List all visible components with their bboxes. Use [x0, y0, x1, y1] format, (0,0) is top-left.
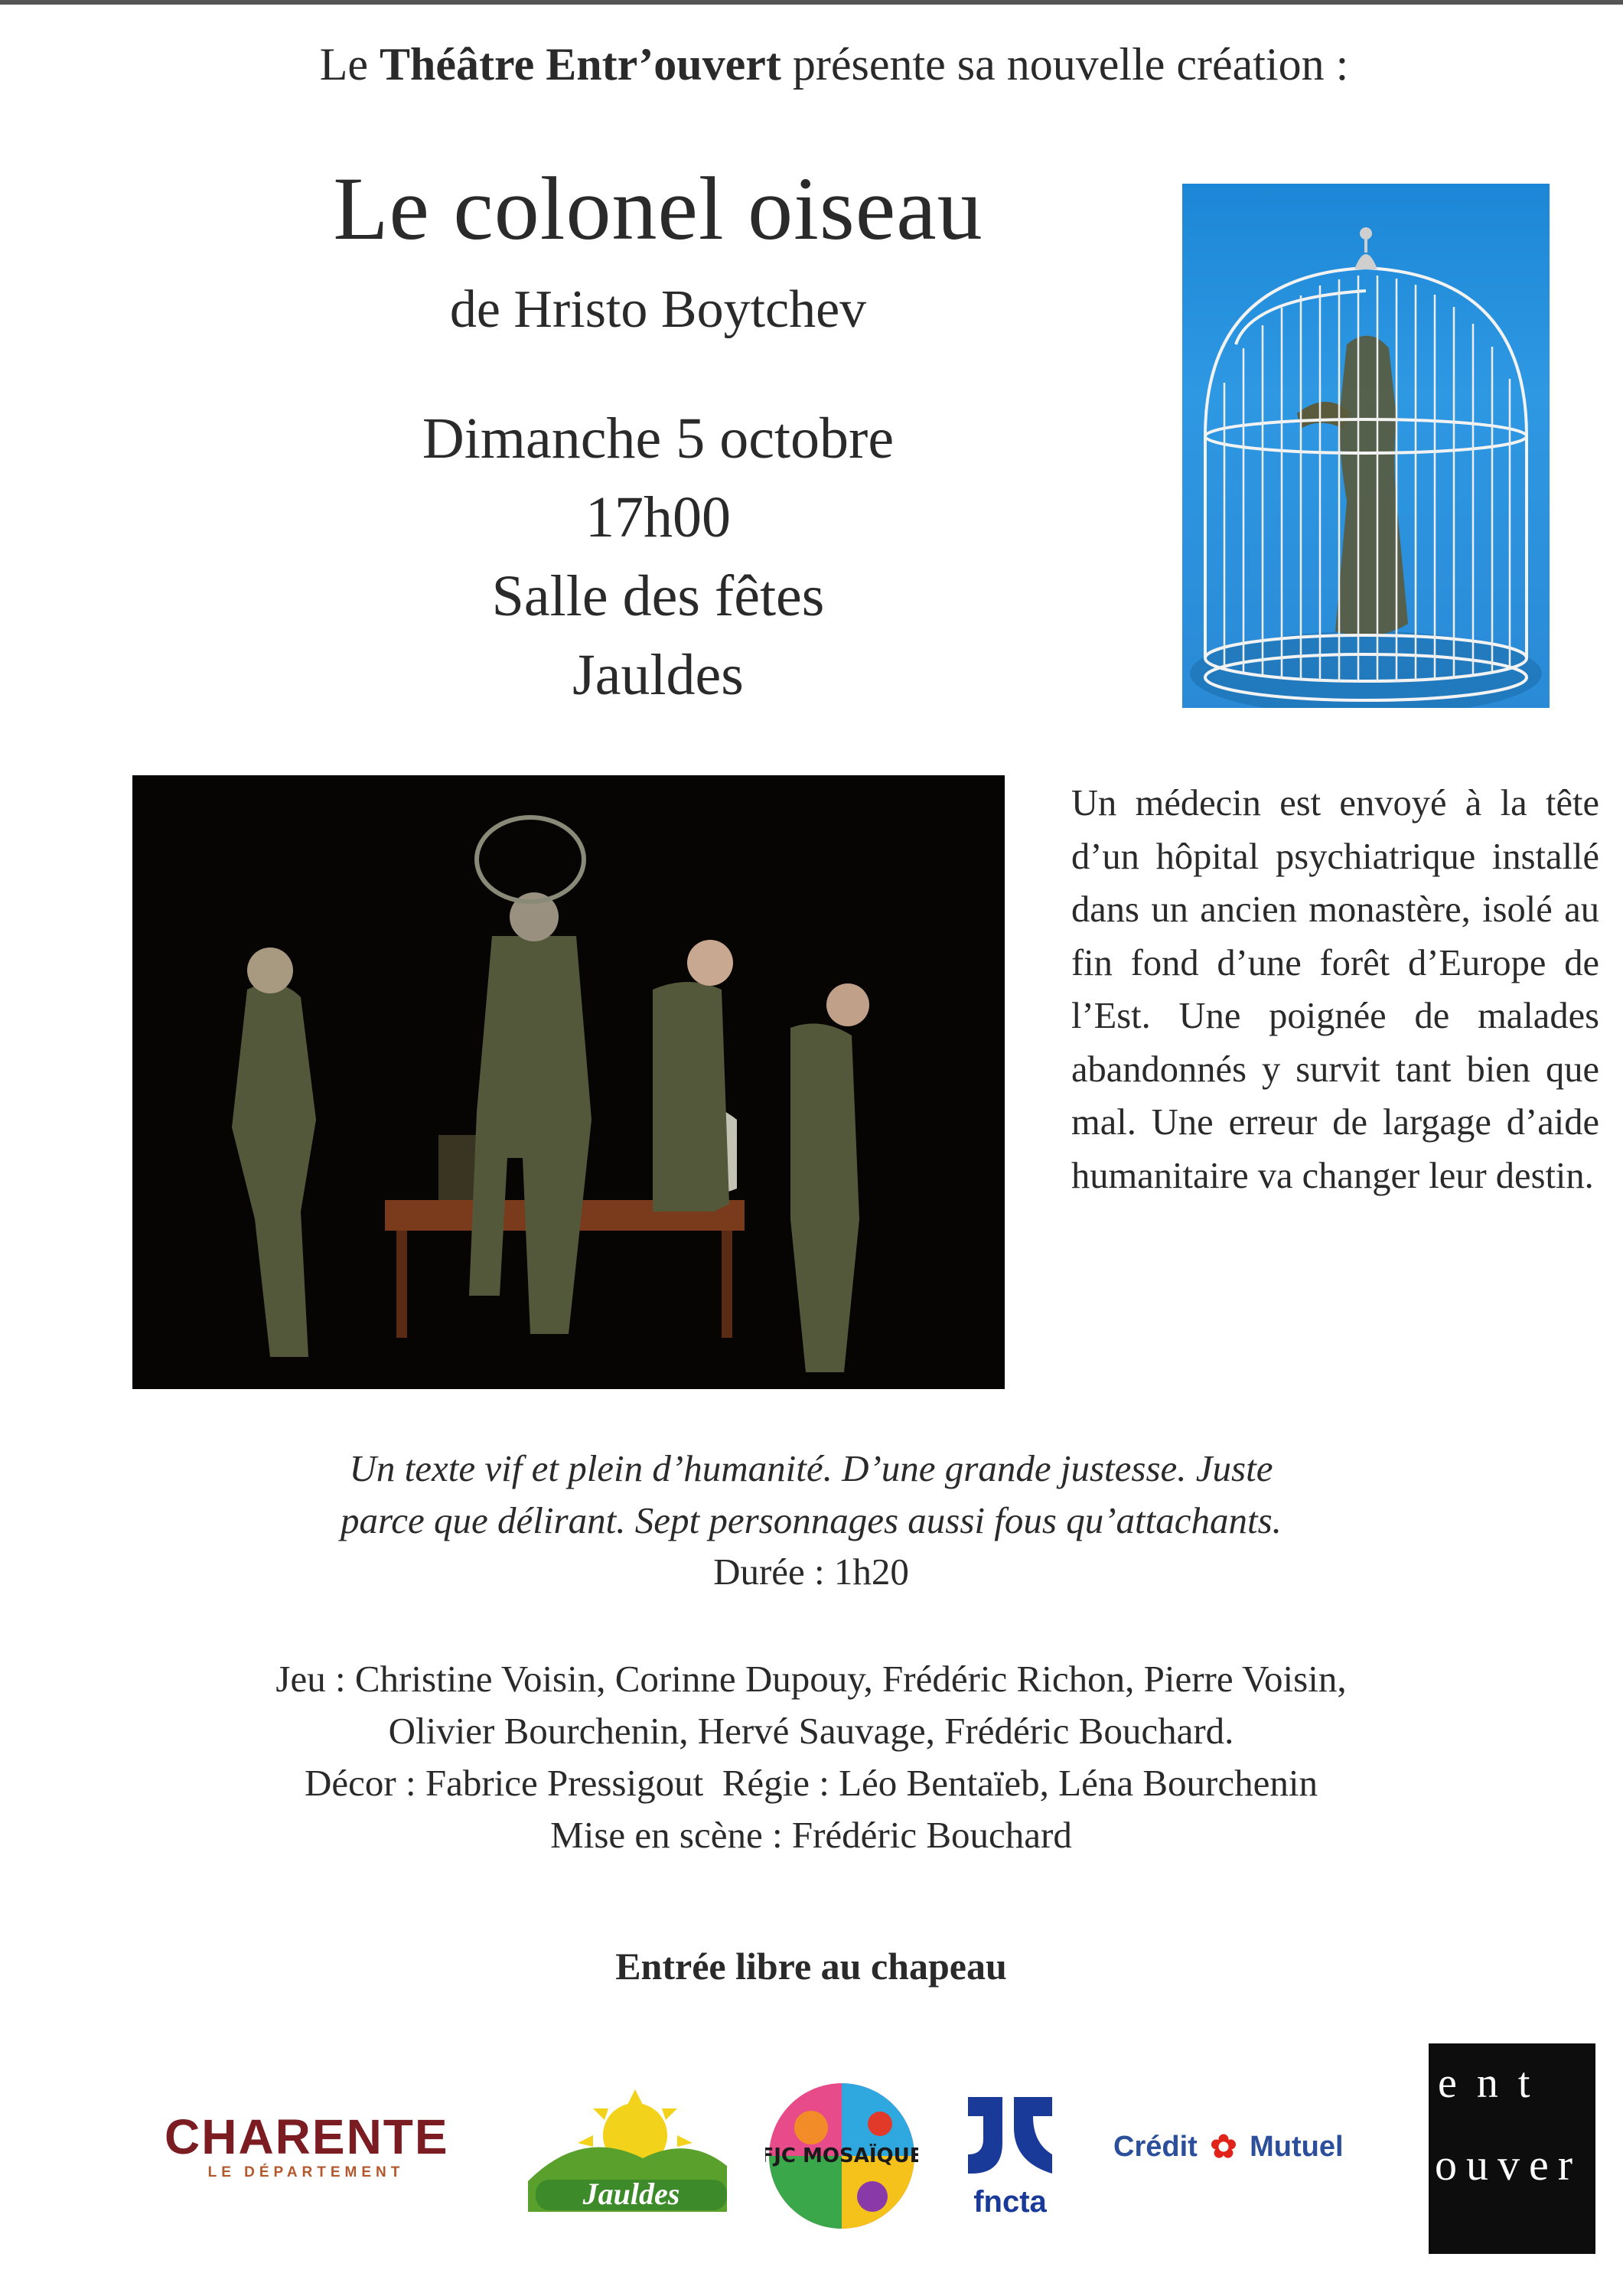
direction-line: Mise en scène : Frédéric Bouchard — [550, 1814, 1072, 1856]
credits-block — [153, 1653, 1469, 1861]
jauldes-logo-text: Jauldes — [582, 2177, 680, 2211]
synopsis-text: Un médecin est envoyé à la tête d’un hôpital psychiatrique installé dans un ancien monastère, isolé au fin fond d’une forêt d’Europe de l’Est. Une poignée de malades abandonnés y survit tant bien que mal. Une erreur de largage d’aide humanitaire va changer leur destin. — [1071, 783, 1599, 1196]
entry-info: Entrée libre au chapeau — [615, 1945, 1007, 1988]
charente-logo-main: CHARENTE — [165, 2109, 449, 2164]
quote-line-1: Un texte vif et plein d’humanité. D’une grande justesse. Juste — [349, 1447, 1273, 1489]
stage-scene-illustration — [132, 775, 1005, 1389]
jauldes-logo — [520, 2089, 735, 2219]
fncta-logo-text: fncta — [973, 2185, 1047, 2219]
quote-block — [199, 1443, 1423, 1547]
play-author: de Hristo Boytchev — [449, 280, 867, 339]
stage-photo — [132, 775, 1005, 1389]
decor-regie-line: Décor : Fabrice Pressigout Régie : Léo Bentaïeb, Léna Bourchenin — [305, 1762, 1318, 1804]
fncta-logo — [960, 2089, 1060, 2223]
quote-line-2: parce que délirant. Sept personnages aussi fous qu’attachants. — [341, 1499, 1282, 1541]
charente-logo — [165, 2109, 449, 2197]
birdcage-photo — [1182, 184, 1550, 708]
cast-line-1: Jeu : Christine Voisin, Corinne Dupouy, Frédéric Richon, Pierre Voisin, — [275, 1658, 1347, 1700]
event-town: Jauldes — [572, 643, 744, 707]
entrouvert-logo — [1429, 2043, 1595, 2254]
entrouvert-logo-line-2: ouver — [1435, 2140, 1582, 2190]
birdcage-illustration — [1182, 184, 1550, 708]
credit-mutuel-text-1: Crédit — [1113, 2131, 1198, 2163]
fncta-logo-graphic — [960, 2089, 1060, 2181]
top-border-line — [0, 0, 1623, 5]
event-venue: Salle des fêtes — [491, 564, 825, 628]
cast-line-2: Olivier Bourchenin, Hervé Sauvage, Frédéric Bouchard. — [388, 1710, 1234, 1752]
mosaique-logo-text: FJC MOSAÏQUE — [765, 2144, 918, 2167]
presents-prefix: Le — [319, 39, 380, 90]
mosaique-logo — [765, 2082, 918, 2231]
event-date: Dimanche 5 octobre — [422, 406, 895, 471]
credit-mutuel-text-2: Mutuel — [1250, 2131, 1344, 2163]
duration-text: Durée : 1h20 — [713, 1551, 909, 1593]
presents-suffix: présente sa nouvelle création : — [781, 39, 1349, 90]
credit-mutuel-emblem-icon: ✿ — [1210, 2128, 1237, 2164]
presents-line — [153, 38, 1515, 91]
play-title: Le colonel oiseau — [333, 158, 983, 259]
jauldes-logo-graphic — [520, 2089, 735, 2219]
mosaique-logo-graphic — [765, 2082, 918, 2231]
entrouvert-logo-line-1: ent — [1438, 2060, 1550, 2107]
credit-mutuel-logo — [1113, 2128, 1389, 2181]
company-name: Théâtre Entr’ouvert — [380, 39, 781, 90]
event-time: 17h00 — [585, 485, 731, 550]
charente-logo-sub: LE DÉPARTEMENT — [207, 2164, 405, 2180]
